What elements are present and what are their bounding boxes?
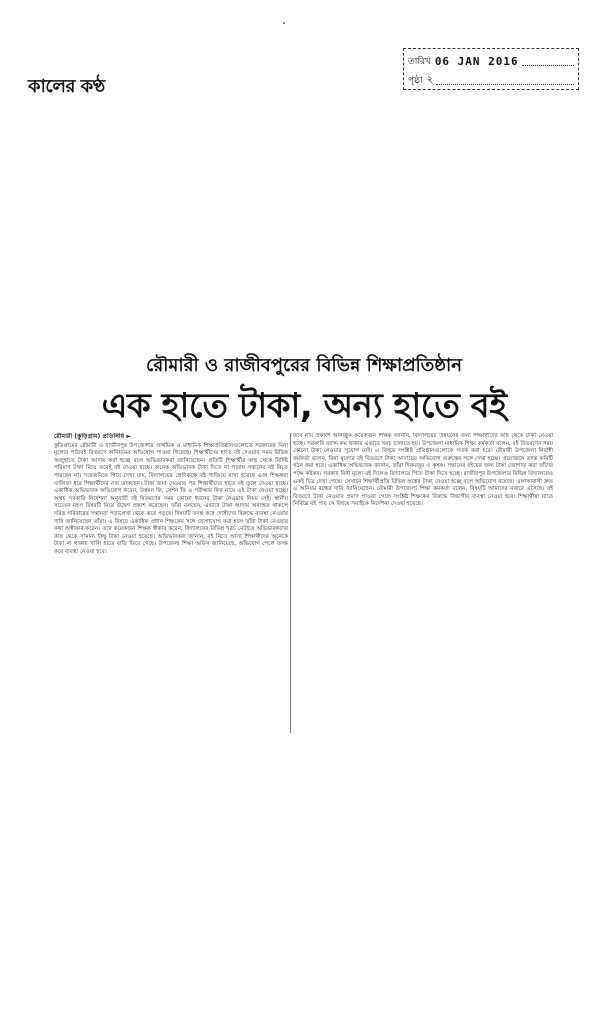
article-subheadline: রৌমারী ও রাজীবপুরের বিভিন্ন শিক্ষাপ্রতিষ্ঠান: [146, 355, 462, 376]
stamp-dotted-line: [522, 57, 574, 66]
stamp-date-row: [408, 53, 574, 69]
newspaper-masthead: কালের কণ্ঠ: [28, 76, 105, 97]
column-divider: [290, 433, 291, 733]
clipping-stamp: [403, 48, 579, 90]
stamp-dotted-line: [436, 76, 574, 85]
speck: [283, 22, 285, 24]
article-dateline: রৌমারী (কুড়িগ্রাম) প্রতিনিধি ►: [54, 433, 132, 440]
article-column-2: [293, 433, 553, 731]
article-column-1-text: কুড়িগ্রামের রৌমারী ও রাজীবপুর উপজেলার প্রাথমিক ও মাধ্যমিক শিক্ষাপ্রতিষ্ঠানগুলোতে সরকারের বিনা মূল্যের পাঠ্যবই বিতরণে অনিয়মের অভিযোগ পাওয়া গিয়েছে। শিক্ষার্থীদের হাতে বই দেওয়ার সময় বিভিন্ন অজুহাতে টাকা আদায় করা হচ্ছে বলে অভিভাবকরা জানিয়েছেন। প্রতিটি শিক্ষার্থীর কাছ থেকে নির্দিষ্ট পরিমাণ টাকা নিয়ে তবেই বই দেওয়া হচ্ছে। অনেক অভিভাবক টাকা দিতে না পারায় সন্তানের বই নিতে পারছেন না। সরেজমিনে গিয়ে দেখা যায়, বিদ্যালয়ের শ্রেণিকক্ষে বই সাজিয়ে রাখা হয়েছে এবং শিক্ষকরা তালিকা ধরে শিক্ষার্থীদের নাম ডাকছেন। টাকা জমা দেওয়ার পর শিক্ষার্থীদের হাতে বই তুলে দেওয়া হচ্ছে। একাধিক অভিভাবক অভিযোগ করেন, উন্নয়ন ফি, সেশন ফি ও পরীক্ষার ফির নামে এই টাকা নেওয়া হচ্ছে। অথচ সরকারি নির্দেশনা অনুযায়ী বই বিতরণের সময় কোনো ধরনের টাকা নেওয়ার নিয়ম নেই। স্থানীয় সচেতন মহল বিষয়টি নিয়ে উদ্বেগ প্রকাশ করেছেন। তাঁরা বলছেন, এভাবে টাকা আদায় অব্যাহত থাকলে দরিদ্র পরিবারের সন্তানরা পড়ালেখা থেকে ঝরে পড়বে। বিষয়টি তদন্ত করে দোষীদের বিরুদ্ধে ব্যবস্থা নেওয়ার দাবি জানিয়েছেন তাঁরা। এ বিষয়ে একাধিক প্রধান শিক্ষকের সঙ্গে যোগাযোগ করা হলে তাঁরা টাকা নেওয়ার কথা অস্বীকার করেন। তবে কয়েকজন শিক্ষক স্বীকার করেন, বিদ্যালয়ের বিভিন্ন খরচ মেটাতে অভিভাবকদের কাছ থেকে সামান্য কিছু টাকা নেওয়া হয়েছে। অভিভাবকরা জানান, বই নিতে আসা শিক্ষার্থীদের অনেকে টাকা না থাকায় খালি হাতে বাড়ি ফিরে গেছে। উপজেলা শিক্ষা অফিস জানিয়েছে, অভিযোগ পেলে তদন্ত করে ব্যবস্থা নেওয়া হবে।: [54, 442, 288, 555]
stamp-page-value: ২: [426, 73, 434, 85]
stamp-page-label: পৃষ্ঠা: [408, 75, 423, 86]
article-headline: এক হাতে টাকা, অন্য হাতে বই: [101, 386, 507, 426]
stamp-page-row: [408, 72, 574, 88]
stamp-date-label: তারিখ: [408, 56, 431, 67]
article-column-2-text: তবে নাম প্রকাশে অনিচ্ছুক কয়েকজন শিক্ষক জানান, বিদ্যালয়ের উন্নয়নের জন্য শিক্ষার্থীদের কাছ থেকে টাকা নেওয়া হচ্ছে। সরকারি বরাদ্দ কম থাকায় এভাবে খরচ চালাতে হয়। উপজেলা মাধ্যমিক শিক্ষা কর্মকর্তা বলেন, বই বিতরণের সময় কোনো টাকা নেওয়ার সুযোগ নেই। এ বিষয়ে সংশ্লিষ্ট প্রতিষ্ঠানগুলোকে সতর্ক করা হবে। রৌমারী উপজেলা নির্বাহী কর্মকর্তা বলেন, বিনা মূল্যের বই বিতরণে টাকা আদায়ের অভিযোগ গুরুত্বের সঙ্গে দেখা হচ্ছে। প্রয়োজনে তদন্ত কমিটি গঠন করা হবে। একাধিক অভিভাবক জানান, তাঁরা দিনমজুর ও কৃষক। সন্তানের বইয়ের জন্য টাকা জোগাড় করা তাঁদের পক্ষে কষ্টকর। সরকার বিনা মূল্যে বই দিলেও বিদ্যালয়ে গিয়ে টাকা দিতে হচ্ছে। রাজীবপুর উপজেলার বিভিন্ন বিদ্যালয়েও একই চিত্র দেখা গেছে। সেখানে শিক্ষার্থীপ্রতি বিভিন্ন অঙ্কের টাকা নেওয়া হচ্ছে বলে অভিযোগ রয়েছে। এলাকাবাসী দ্রুত এ অনিয়ম বন্ধের দাবি জানিয়েছেন। রৌমারী উপজেলা শিক্ষা কর্মকর্তা বলেন, বিষয়টি আমাদের নজরে এসেছে। বই বিতরণে টাকা নেওয়ার প্রমাণ পাওয়া গেলে সংশ্লিষ্ট শিক্ষকের বিরুদ্ধে বিভাগীয় ব্যবস্থা নেওয়া হবে। শিক্ষার্থীরা যাতে নির্বিঘ্নে বই পায় সে বিষয়ে সবাইকে নির্দেশনা দেওয়া হয়েছে।: [293, 433, 553, 508]
stamp-date-value: 06 JAN 2016: [434, 54, 519, 68]
article-column-1: [54, 433, 288, 910]
